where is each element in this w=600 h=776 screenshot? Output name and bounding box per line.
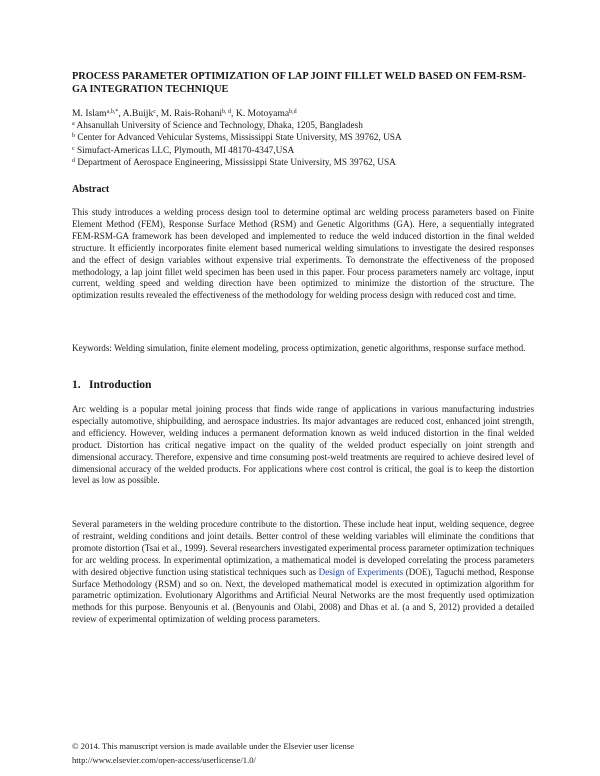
- author-affiliation-marker: b, d: [222, 109, 232, 115]
- abstract-body: This study introduces a welding process design tool to determine optimal arc welding process parameters based on Finite Element Method (FEM), Response Surface Method (RSM) and Genetic Algorithms (GA). Here, a sequentially integrated FEM-RSM-GA framework has been developed and implemented to reduce the weld induced distortion in the final welded structure. It efficiently incorporates finite element based numerical welding simulations to investigate the desired responses and the effect of design variables without expensive trial experiments. To demonstrate the effectiveness of the proposed methodology, a lap joint fillet weld specimen has been used in this paper. Four process parameters namely arc voltage, input current, welding speed and welding direction have been optimized to minimize the distortion of the structure. The optimization results revealed the effectiveness of the methodology for welding process design with reduced cost and time.: [72, 207, 534, 301]
- paragraph-text: Several parameters in the welding procedure contribute to the distortion. These include heat input, welding sequence, degree of restraint, welding conditions and joint details. Better control of these welding variables will eliminate the conditions that promote distortion (Tsai et al., 1999). Several researchers investigated experimental process parameter optimization techniques for arc welding process. In experimental optimization, a mathematical model is developed correlating the process parameters with desired objective function using statistical techniques such as: [72, 519, 534, 577]
- affiliation-text: Department of Aerospace Engineering, Mississippi State University, MS 39762, USA: [77, 158, 396, 168]
- author-name: M. Islam: [72, 108, 107, 119]
- keywords: Keywords: Welding simulation, finite element modeling, process optimization, genetic algorithms, response surface method.: [72, 343, 526, 353]
- affiliation-line: [72, 130, 402, 144]
- affiliation-marker: b: [72, 133, 75, 139]
- introduction-heading: [72, 379, 151, 391]
- author-name: M. Rais-Rohani: [160, 108, 223, 119]
- section-title: Introduction: [89, 379, 152, 391]
- abstract-heading: Abstract: [72, 184, 110, 195]
- paper-title: PROCESS PARAMETER OPTIMIZATION OF LAP JOINT FILLET WELD BASED ON FEM-RSM-GA INTEGRATION TECHNIQUE: [72, 71, 527, 95]
- author-name: K. Motoyama: [235, 108, 290, 119]
- affiliation-text: Ahsanullah University of Science and Technology, Dhaka, 1205, Bangladesh: [76, 121, 363, 131]
- affiliation-marker: d: [72, 158, 75, 164]
- paragraph-text: (DOE), Taguchi method, Response Surface Methodology (RSM) and so on. Next, the developed mathematical model is executed in optimization algorithm for parametric optimization. Evolutionary Algorithms and Artificial Neural Networks are the most frequently used optimization methods for this purpose. Benyounis et al. (Benyounis and Olabi, 2008) and Dhas et al. (a and S, 2012) provided a detailed review of experimental optimization of welding process parameters.: [72, 566, 534, 625]
- author-affiliation-marker: a,b,*: [106, 109, 119, 115]
- copyright-notice: © 2014. This manuscript version is made available under the Elsevier user license: [72, 741, 355, 751]
- section-number: 1.: [72, 379, 81, 391]
- author-affiliation-marker: b,d: [289, 109, 297, 115]
- design-of-experiments-link[interactable]: Design of Experiments: [318, 566, 404, 577]
- affiliation-text: Simufact-Americas LLC, Plymouth, MI 48170-4347,USA: [77, 146, 295, 156]
- affiliation-text: Center for Advanced Vehicular Systems, Mississippi State University, MS 39762, USA: [77, 133, 402, 143]
- affiliation-marker: a: [72, 121, 75, 127]
- affiliation-marker: c: [72, 146, 75, 152]
- license-url[interactable]: http://www.elsevier.com/open-access/userlicense/1.0/: [72, 755, 256, 765]
- affiliation-line: [72, 155, 396, 169]
- author-affiliation-marker: c: [153, 109, 156, 115]
- introduction-paragraph-2: [72, 519, 534, 626]
- author-list: M. Islam$^{a,b,*}$, A.Buijk$^c$, M. Rais-Rohani$^{b, d}$, K. Motoyama$^{b,d}$: [72, 108, 297, 119]
- introduction-paragraph-1: Arc welding is a popular metal joining process that finds wide range of applications in various manufacturing industries especially automotive, shipbuilding, and aerospace industries. Its major advantages are reduced cost, enhanced joint strength, and efficiency. However, welding induces a permanent deformation known as weld induced distortion in the final welded product. Distortion has critical negative impact on the quality of the welded product especially on joint strength and dimensional accuracy. Therefore, expensive and time consuming post-weld treatments are required to achieve desired level of dimensional accuracy of the welded products. For applications where cost control is critical, the goal is to keep the distortion level as low as possible.: [72, 404, 534, 486]
- author-name: A.Buijk: [122, 108, 154, 119]
